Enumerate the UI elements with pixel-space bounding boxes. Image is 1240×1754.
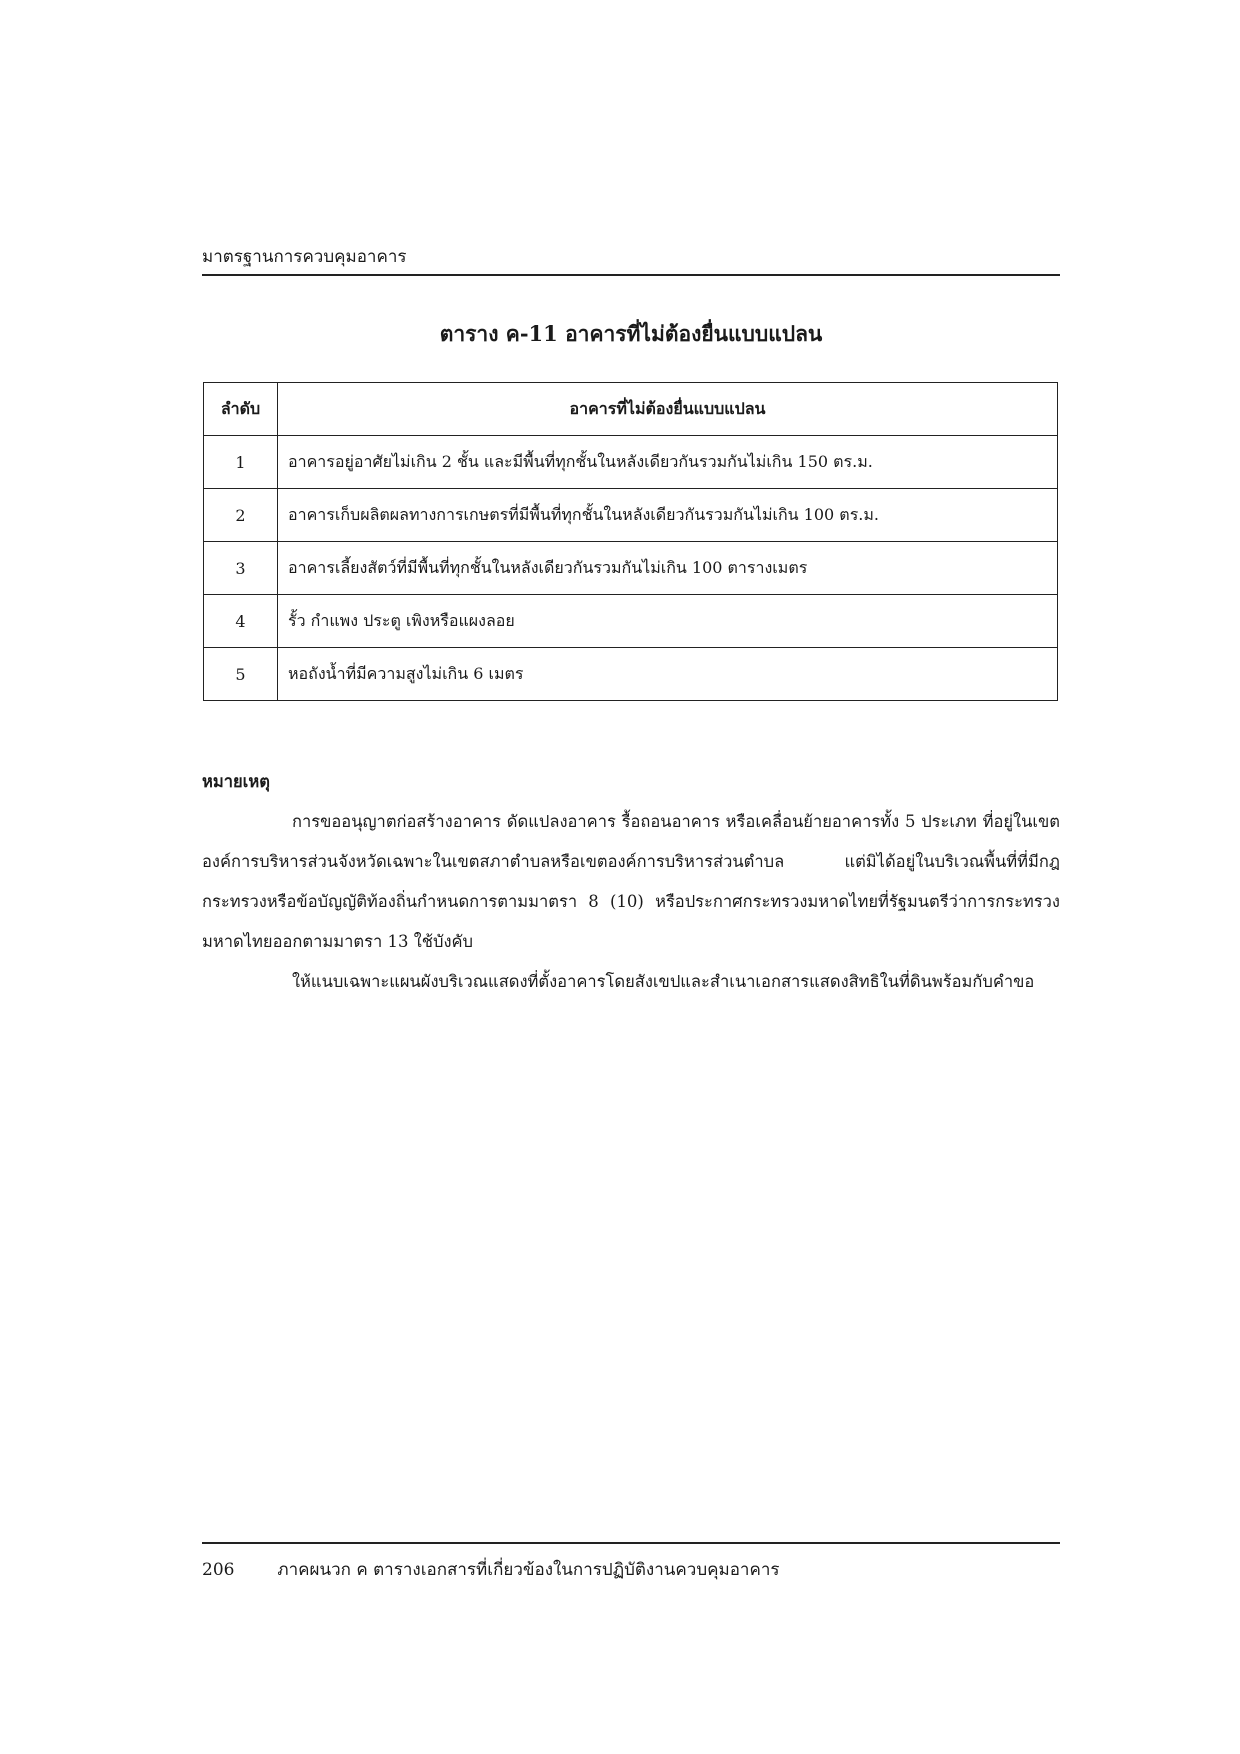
row-description: รั้ว กำแพง ประตู เพิงหรือแผงลอย [278, 595, 1058, 648]
table-row [204, 436, 1058, 489]
row-description: อาคารเลี้ยงสัตว์ที่มีพื้นที่ทุกชั้นในหลังเดียวกันรวมกันไม่เกิน 100 ตารางเมตร [278, 542, 1058, 595]
row-number: 4 [204, 595, 278, 648]
column-header-order: ลำดับ [204, 383, 278, 436]
table-header-row [204, 383, 1058, 436]
table-row [204, 648, 1058, 701]
note-section [202, 762, 1060, 1002]
row-number: 5 [204, 648, 278, 701]
row-number: 2 [204, 489, 278, 542]
table-title: ตาราง ค-11 อาคารที่ไม่ต้องยื่นแบบแปลน [439, 321, 823, 346]
table-row [204, 595, 1058, 648]
page-footer [202, 1542, 1060, 1583]
table-row [204, 489, 1058, 542]
row-description: อาคารอยู่อาศัยไม่เกิน 2 ชั้น และมีพื้นที่ทุกชั้นในหลังเดียวกันรวมกันไม่เกิน 150 ตร.ม. [278, 436, 1058, 489]
column-header-building: อาคารที่ไม่ต้องยื่นแบบแปลน [278, 383, 1058, 436]
page-header [202, 244, 1060, 276]
footer-text: ภาคผนวก ค ตารางเอกสารที่เกี่ยวข้องในการปฏิบัติงานควบคุมอาคาร [277, 1560, 780, 1580]
note-paragraph: ให้แนบเฉพาะแผนผังบริเวณแสดงที่ตั้งอาคารโดยสังเขปและสำเนาเอกสารแสดงสิทธิในที่ดินพร้อมกับคำขอ [292, 972, 1035, 991]
row-description: หอถังน้ำที่มีความสูงไม่เกิน 6 เมตร [278, 648, 1058, 701]
buildings-table [203, 382, 1058, 701]
table-row [204, 542, 1058, 595]
note-title: หมายเหตุ [202, 772, 270, 791]
row-number: 3 [204, 542, 278, 595]
page-number: 206 [202, 1560, 235, 1580]
page-header-text: มาตรฐานการควบคุมอาคาร [202, 247, 407, 267]
row-number: 1 [204, 436, 278, 489]
note-paragraph: การขออนุญาตก่อสร้างอาคาร ดัดแปลงอาคาร รื้อถอนอาคาร หรือเคลื่อนย้ายอาคารทั้ง 5 ประเภท ที่อยู่ในเขตองค์การบริหารส่วนจังหวัดเฉพาะในเขตสภาตำบลหรือเขตองค์การบริหารส่วนตำบล แต่มิได้อยู่ในบริเวณพื้นที่ที่มีกฎกระทรวงหรือข้อบัญญัติท้องถิ่นกำหนดการตามมาตรา 8 (10) หรือประกาศกระทรวงมหาดไทยที่รัฐมนตรีว่าการกระทรวงมหาดไทยออกตามมาตรา 13 ใช้บังคับ [202, 812, 1060, 951]
row-description: อาคารเก็บผลิตผลทางการเกษตรที่มีพื้นที่ทุกชั้นในหลังเดียวกันรวมกันไม่เกิน 100 ตร.ม. [278, 489, 1058, 542]
